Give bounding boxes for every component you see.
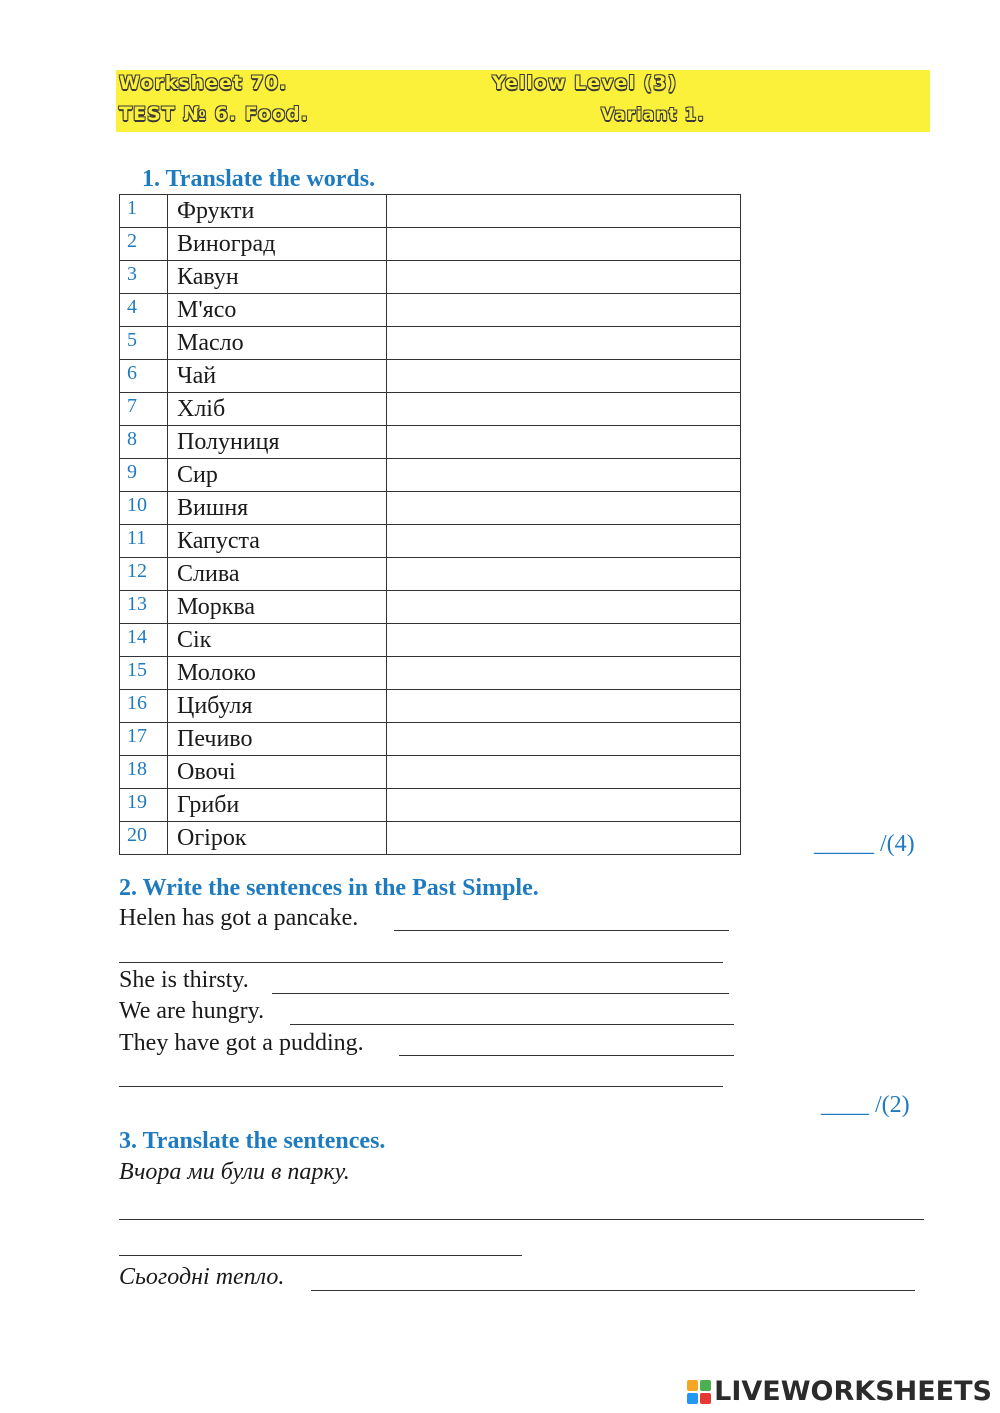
section1-heading: 1. Translate the words. [142,166,376,192]
translation-answer-cell[interactable] [387,459,741,492]
table-row [120,723,741,756]
row-number: 11 [120,525,168,558]
row-number: 18 [120,756,168,789]
translation-answer-cell[interactable] [387,822,741,855]
row-number: 3 [120,261,168,294]
answer-line-5b[interactable] [119,1255,522,1256]
ukrainian-word: Полуниця [168,426,387,459]
row-number: 9 [120,459,168,492]
ukrainian-word: Сир [168,459,387,492]
logo-square-4 [700,1393,711,1404]
translation-answer-cell[interactable] [387,690,741,723]
ukrainian-word: Гриби [168,789,387,822]
answer-line-1b[interactable] [119,962,723,963]
variant-label: Variant 1. [601,105,705,125]
table-row [120,393,741,426]
ua-sentence-1: Вчора ми були в парку. [119,1159,350,1185]
ukrainian-word: Овочі [168,756,387,789]
table-row [120,690,741,723]
ukrainian-word: М'ясо [168,294,387,327]
ukrainian-word: Цибуля [168,690,387,723]
level-label: Yellow Level (3) [492,72,678,94]
sentence-4: They have got a pudding. [119,1030,364,1056]
table-row [120,294,741,327]
ukrainian-word: Печиво [168,723,387,756]
sentence-2: She is thirsty. [119,967,249,993]
row-number: 8 [120,426,168,459]
section2-score: ____ /(2) [821,1092,910,1118]
translation-answer-cell[interactable] [387,591,741,624]
translation-answer-cell[interactable] [387,492,741,525]
table-row [120,591,741,624]
translation-answer-cell[interactable] [387,360,741,393]
section1-score: _____ /(4) [814,831,915,857]
row-number: 6 [120,360,168,393]
row-number: 17 [120,723,168,756]
translation-answer-cell[interactable] [387,558,741,591]
translation-answer-cell[interactable] [387,261,741,294]
liveworksheets-logo-icon [687,1380,711,1404]
table-row [120,525,741,558]
translation-answer-cell[interactable] [387,393,741,426]
ukrainian-word: Морква [168,591,387,624]
translation-answer-cell[interactable] [387,195,741,228]
table-row [120,492,741,525]
table-row [120,657,741,690]
ukrainian-word: Кавун [168,261,387,294]
table-row [120,624,741,657]
logo-square-2 [700,1380,711,1391]
row-number: 4 [120,294,168,327]
ukrainian-word: Капуста [168,525,387,558]
row-number: 14 [120,624,168,657]
worksheet-header [116,70,930,132]
ukrainian-word: Сік [168,624,387,657]
row-number: 20 [120,822,168,855]
row-number: 10 [120,492,168,525]
row-number: 13 [120,591,168,624]
row-number: 1 [120,195,168,228]
row-number: 7 [120,393,168,426]
table-row [120,558,741,591]
ukrainian-word: Вишня [168,492,387,525]
ukrainian-word: Масло [168,327,387,360]
translation-answer-cell[interactable] [387,723,741,756]
translation-answer-cell[interactable] [387,789,741,822]
words-table [119,194,741,855]
translation-answer-cell[interactable] [387,525,741,558]
section2-heading: 2. Write the sentences in the Past Simple. [119,875,539,901]
translation-answer-cell[interactable] [387,294,741,327]
table-row [120,822,741,855]
translation-answer-cell[interactable] [387,657,741,690]
table-row [120,756,741,789]
brand-name: LIVEWORKSHEETS [714,1376,992,1407]
row-number: 15 [120,657,168,690]
answer-line-2[interactable] [272,993,729,994]
ukrainian-word: Фрукти [168,195,387,228]
translation-answer-cell[interactable] [387,426,741,459]
sentence-1: Helen has got a pancake. [119,905,359,931]
row-number: 12 [120,558,168,591]
ukrainian-word: Огірок [168,822,387,855]
answer-line-5a[interactable] [119,1219,924,1220]
section3-heading: 3. Translate the sentences. [119,1128,386,1154]
table-row [120,195,741,228]
row-number: 19 [120,789,168,822]
logo-square-1 [687,1380,698,1391]
ua-sentence-2: Сьогодні тепло. [119,1264,285,1290]
table-row [120,261,741,294]
answer-line-6[interactable] [311,1290,915,1291]
test-title: TEST № 6. Food. [119,103,309,125]
answer-line-4b[interactable] [119,1086,723,1087]
translation-answer-cell[interactable] [387,756,741,789]
translation-answer-cell[interactable] [387,228,741,261]
ukrainian-word: Молоко [168,657,387,690]
answer-line-3[interactable] [290,1024,734,1025]
table-row [120,360,741,393]
answer-line-1a[interactable] [394,930,729,931]
answer-line-4a[interactable] [399,1055,734,1056]
row-number: 5 [120,327,168,360]
table-row [120,459,741,492]
ukrainian-word: Чай [168,360,387,393]
worksheet-number: Worksheet 70. [119,72,288,94]
ukrainian-word: Виноград [168,228,387,261]
translation-answer-cell[interactable] [387,327,741,360]
ukrainian-word: Слива [168,558,387,591]
liveworksheets-brand[interactable] [687,1376,992,1407]
sentence-3: We are hungry. [119,998,265,1024]
logo-square-3 [687,1393,698,1404]
ukrainian-word: Хліб [168,393,387,426]
table-row [120,426,741,459]
table-row [120,327,741,360]
row-number: 2 [120,228,168,261]
table-row [120,789,741,822]
row-number: 16 [120,690,168,723]
translation-answer-cell[interactable] [387,624,741,657]
table-row [120,228,741,261]
